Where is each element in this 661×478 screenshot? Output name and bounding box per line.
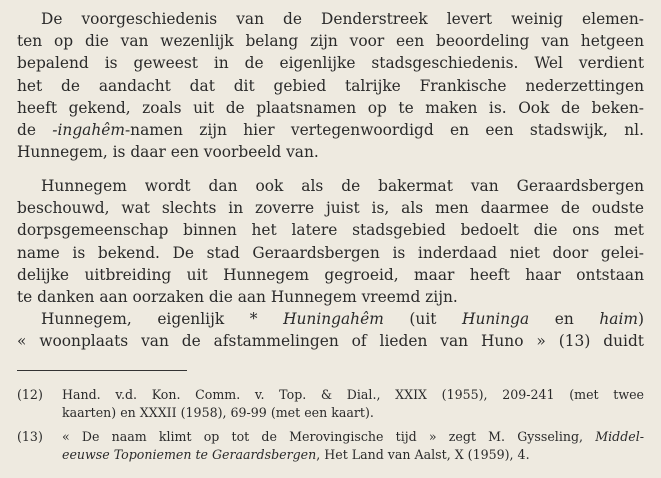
- footnote-12: [17, 386, 644, 422]
- text-line: [17, 119, 644, 141]
- paragraph-1: [17, 8, 644, 163]
- asterisk-mark: *: [249, 310, 284, 328]
- text-line: te danken aan oorzaken die aan Hunnegem vreemd zijn.: [17, 288, 458, 307]
- text-line: delijke uitbreiding uit Hunnegem gegroeid, maar heeft haar ontstaan: [17, 265, 644, 284]
- footnote-13: [17, 428, 644, 464]
- footnote-divider: [17, 370, 187, 371]
- footnote-number: (13): [17, 429, 43, 444]
- text-line: De voorgeschiedenis van de Denderstreek levert weinig elemen-: [41, 10, 644, 28]
- footnote-line: [17, 428, 644, 446]
- italic-term: -ingahêm: [52, 121, 125, 140]
- text-line: « woonplaats van de afstammelingen of lieden van Huno » (13) duidt: [17, 332, 644, 351]
- text-run: -namen zijn hier vertegenwoordigd en een stadswijk, nl.: [124, 121, 644, 140]
- text-run: ): [638, 310, 645, 328]
- text-line: heeft gekend, zoals uit de plaatsnamen op te maken is. Ook de beken-: [17, 98, 644, 117]
- text-line: het de aandacht dat dit gebied talrijke Frankische nederzettingen: [17, 76, 644, 95]
- footnote-line: [17, 386, 644, 404]
- italic-term: Huningahêm: [283, 310, 384, 328]
- paragraph-3: [17, 308, 644, 352]
- footnote-line: [17, 446, 644, 464]
- footnote-text: , Het Land van Aalst, X (1959), 4.: [316, 447, 530, 462]
- text-line: ten op die van wezenlijk belang zijn voor een beoordeling van hetgeen: [17, 32, 644, 51]
- text-line: Hunnegem, is daar een voorbeeld van.: [17, 143, 319, 162]
- text-line: dorpsgemeenschap binnen het latere stadsgebied bedoelt die ons met: [17, 221, 644, 240]
- italic-term: haim: [599, 310, 638, 328]
- text-run: de: [17, 121, 53, 140]
- text-run: en: [529, 310, 600, 328]
- italic-title: Middel-: [595, 429, 644, 444]
- text-line: beschouwd, wat slechts in zoverre juist is, als men daarmee de oudste: [17, 199, 644, 218]
- text-line: Hunnegem wordt dan ook als de bakermat van Geraardsbergen: [41, 177, 644, 195]
- footnote-text: « De naam klimt op tot de Merovingische tijd » zegt M. Gysseling,: [62, 429, 596, 444]
- footnote-number: (12): [17, 387, 43, 402]
- text-line: name is bekend. De stad Geraardsbergen is inderdaad niet door gelei-: [17, 243, 644, 262]
- italic-term: Huninga: [462, 310, 530, 328]
- text-run: Hunnegem, eigenlijk: [41, 310, 250, 328]
- paragraph-2: [17, 175, 644, 308]
- footnote-text: Hand. v.d. Kon. Comm. v. Top. & Dial., XXIX (1955), 209-241 (met twee: [62, 387, 644, 402]
- italic-title: eeuwse Toponiemen te Geraardsbergen: [62, 447, 317, 462]
- text-line: bepalend is geweest in de eigenlijke stadsgeschiedenis. Wel verdient: [17, 54, 644, 73]
- text-run: (uit: [383, 310, 463, 328]
- footnote-line: kaarten) en XXXII (1958), 69-99 (met een kaart).: [62, 405, 374, 420]
- text-line: [17, 308, 644, 330]
